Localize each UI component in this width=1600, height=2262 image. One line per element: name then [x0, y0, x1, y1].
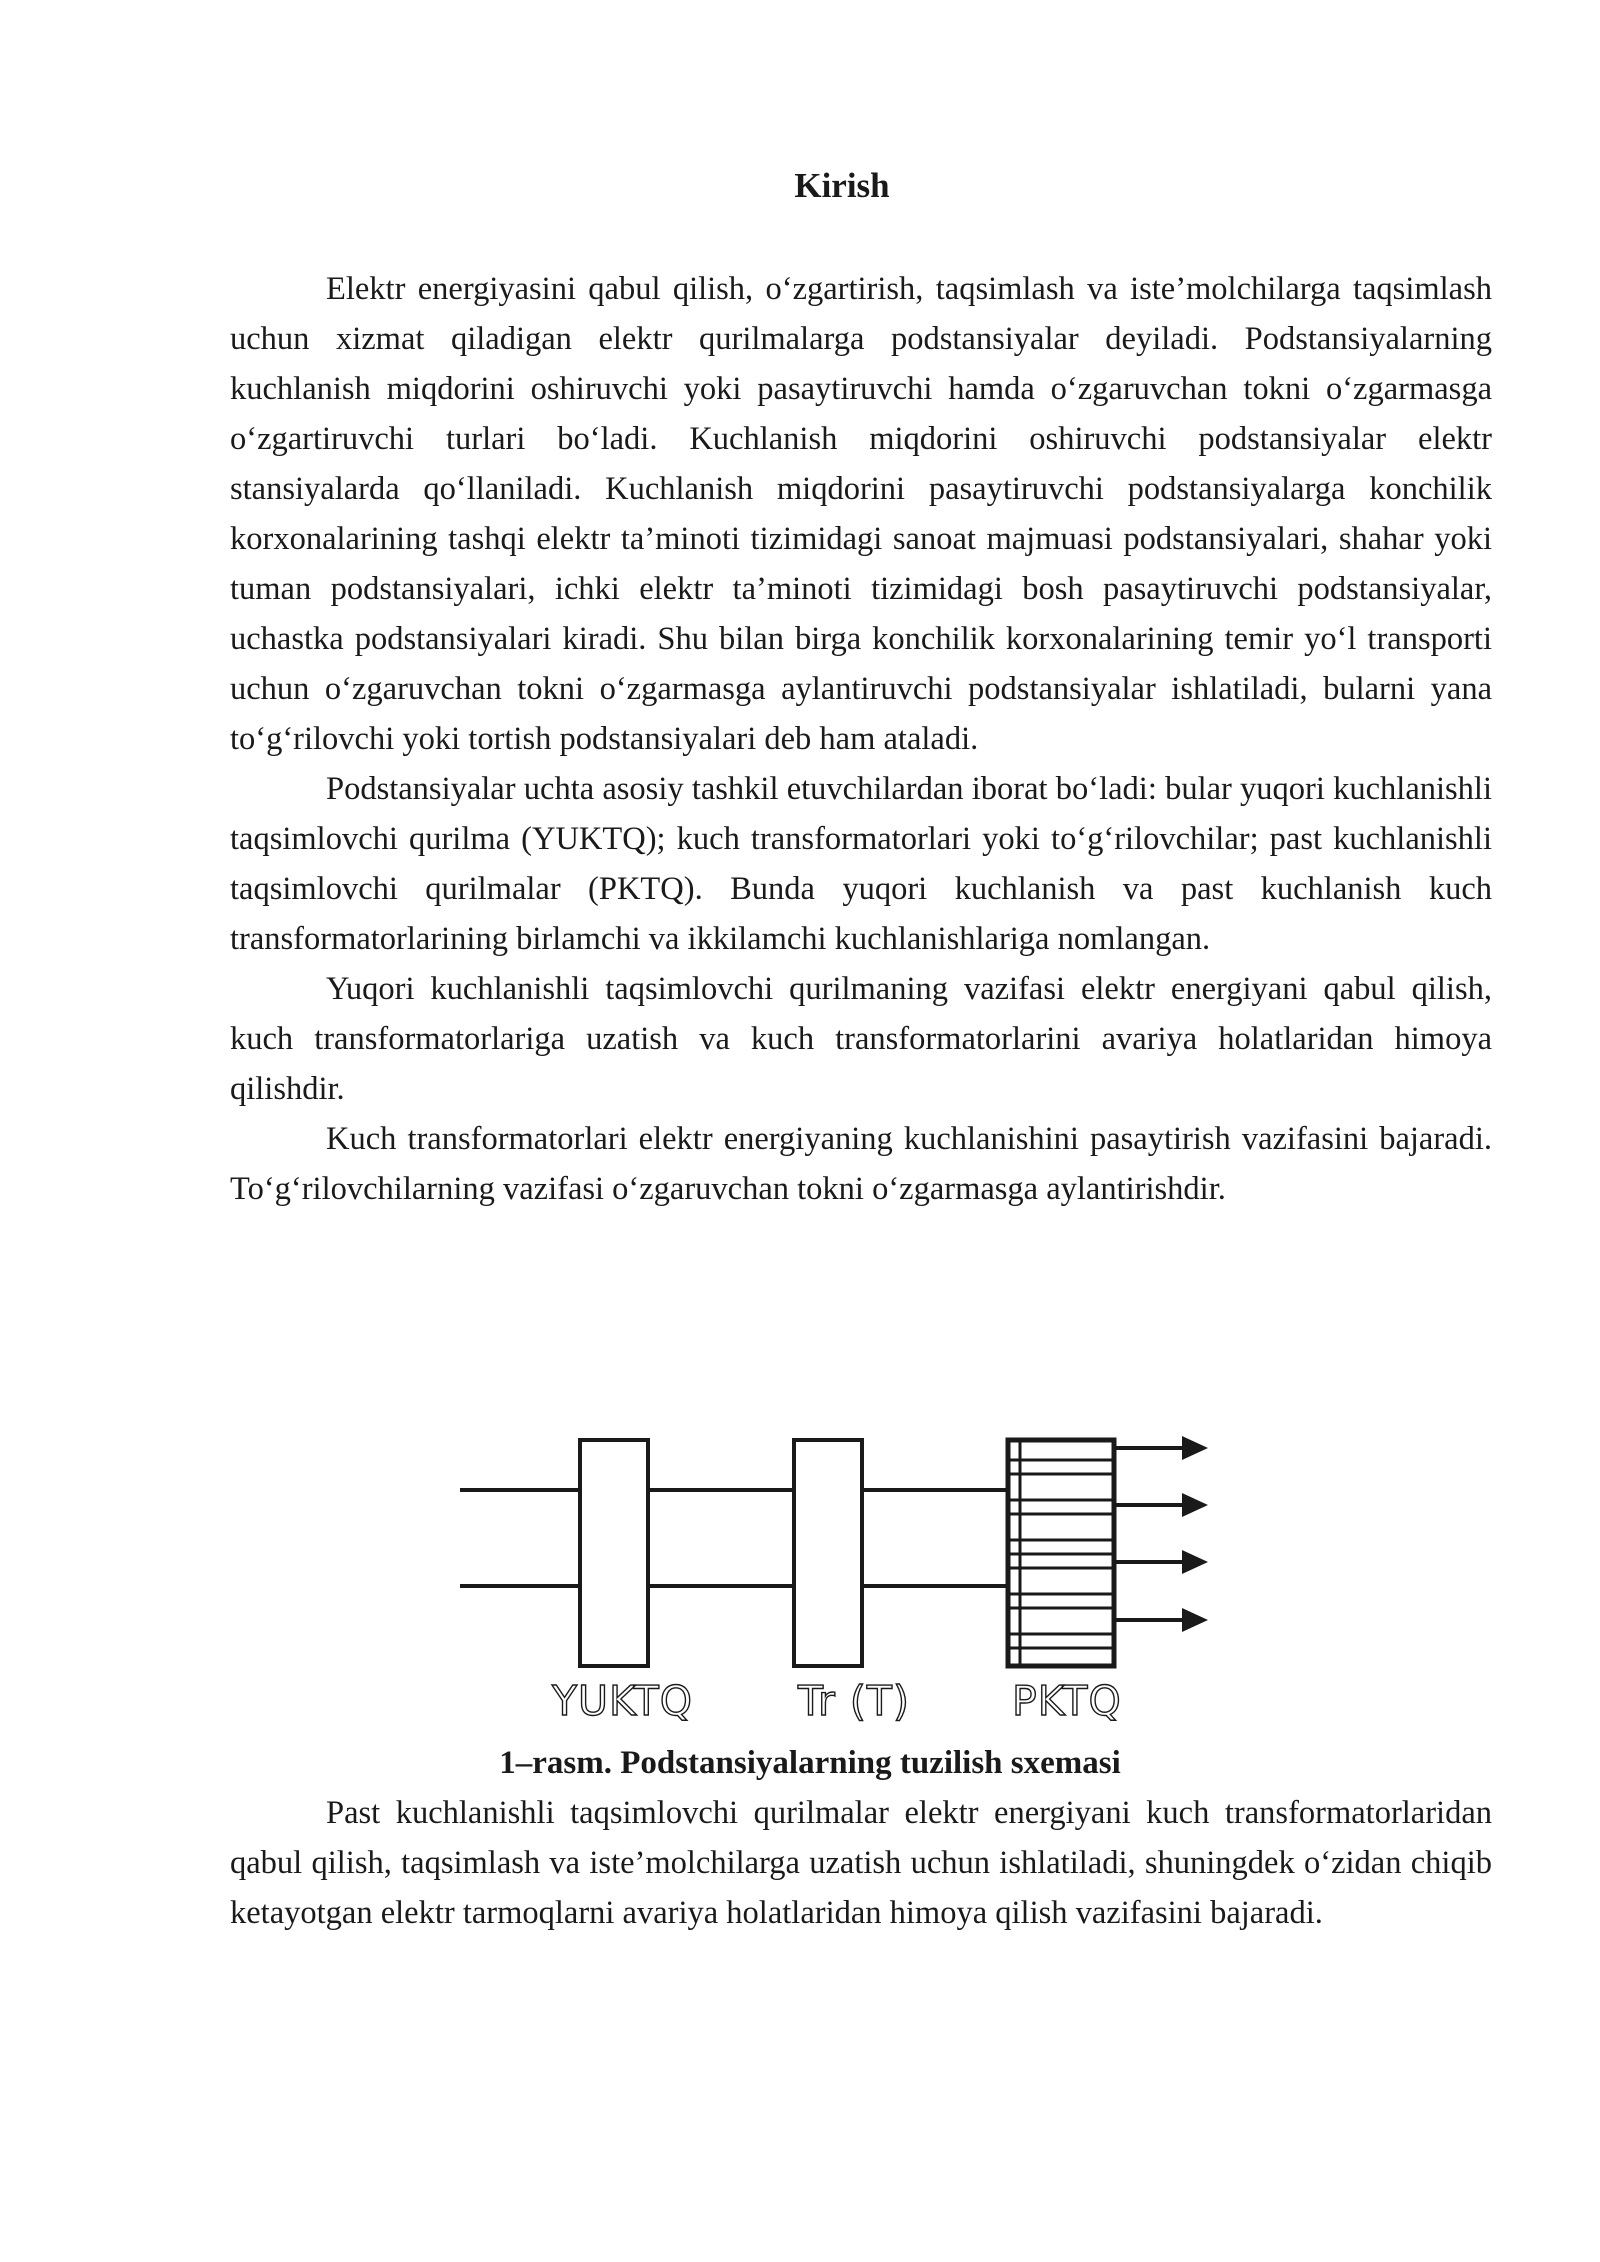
- label-yuktq: YUKTQ: [552, 1677, 694, 1725]
- paragraph-components: Podstansiyalar uchta asosiy tashkil etuvchilardan iborat bo‘ladi: bular yuqori kuchlanishli taqsimlovchi qurilma (YUKTQ); kuch transformatorlari yoki to‘g‘rilovchilar; past kuchlanishli taqsimlovchi qurilmalar (PKTQ). Bunda yuqori kuchlanish va past kuchlanish kuch transformatorlarining birlamchi va ikkilamchi kuchlanishlariga nomlangan.: [230, 771, 1492, 957]
- paragraph-definition: Elektr energiyasini qabul qilish, o‘zgartirish, taqsimlash va iste’molchilarga taqsimlash uchun xizmat qiladigan elektr qurilmalarga podstansiyalar deyiladi. Podstansiyalarning kuchlanish miqdorini oshiruvchi yoki pasaytiruvchi hamda o‘zgaruvchan tokni o‘zgarmasga o‘zgartiruvchi turlari bo‘ladi. Kuchlanish miqdorini oshiruvchi podstansiyalar elektr stansiyalarda qo‘llaniladi. Kuchlanish miqdorini pasaytiruvchi podstansiyalarga konchilik korxonalarining tashqi elektr ta’minoti tizimidagi sanoat majmuasi podstansiyalari, shahar yoki tuman podstansiyalari, ichki elektr ta’minoti tizimidagi bosh pasaytiruvchi podstansiyalar, uchastka podstansiyalari kiradi. Shu bilan birga konchilik korxonalarining temir yo‘l transporti uchun o‘zgaruvchan tokni o‘zgarmasga aylantiruvchi podstansiyalar ishlatiladi, bularni yana to‘g‘rilovchi yoki tortish podstansiyalari deb ham ataladi.: [230, 271, 1492, 757]
- output-arrow-1-icon: [1182, 1436, 1208, 1460]
- paragraph-yuktq-function: Yuqori kuchlanishli taqsimlovchi qurilmaning vazifasi elektr energiyani qabul qilish, kuch transformatorlariga uzatish va kuch transformatorlarini avariya holatlaridan himoya qilishdir.: [230, 971, 1492, 1107]
- paragraph-transformer-function: Kuch transformatorlari elektr energiyaning kuchlanishini pasaytirish vazifasini bajaradi. To‘g‘rilovchilarning vazifasi o‘zgaruvchan tokni o‘zgarmasga aylantirishdir.: [230, 1121, 1492, 1207]
- yuktq-block: [580, 1440, 648, 1666]
- body-text: [230, 264, 1492, 1214]
- transformer-block: [794, 1440, 862, 1666]
- page-title: Kirish: [794, 166, 890, 205]
- label-pktq: PKTQ: [1012, 1677, 1122, 1725]
- output-arrow-4-icon: [1182, 1608, 1208, 1632]
- substation-diagram-svg: [460, 1418, 1220, 1728]
- body-text-after-figure: [230, 1788, 1492, 1938]
- output-arrow-3-icon: [1182, 1550, 1208, 1574]
- substation-structure-diagram: [460, 1418, 1220, 1728]
- paragraph-pktq-function: Past kuchlanishli taqsimlovchi qurilmalar elektr energiyani kuch transformatorlaridan qabul qilish, taqsimlash va iste’molchilarga uzatish uchun ishlatiladi, shuningdek o‘zidan chiqib ketayotgan elektr tarmoqlarni avariya holatlaridan himoya qilish vazifasini bajaradi.: [230, 1795, 1492, 1931]
- pktq-busbar-lines: [1008, 1440, 1114, 1666]
- output-arrow-2-icon: [1182, 1493, 1208, 1517]
- label-transformer: Tr (T): [798, 1677, 910, 1725]
- figure-caption: 1–rasm. Podstansiyalarning tuzilish sxemasi: [499, 1745, 1121, 1781]
